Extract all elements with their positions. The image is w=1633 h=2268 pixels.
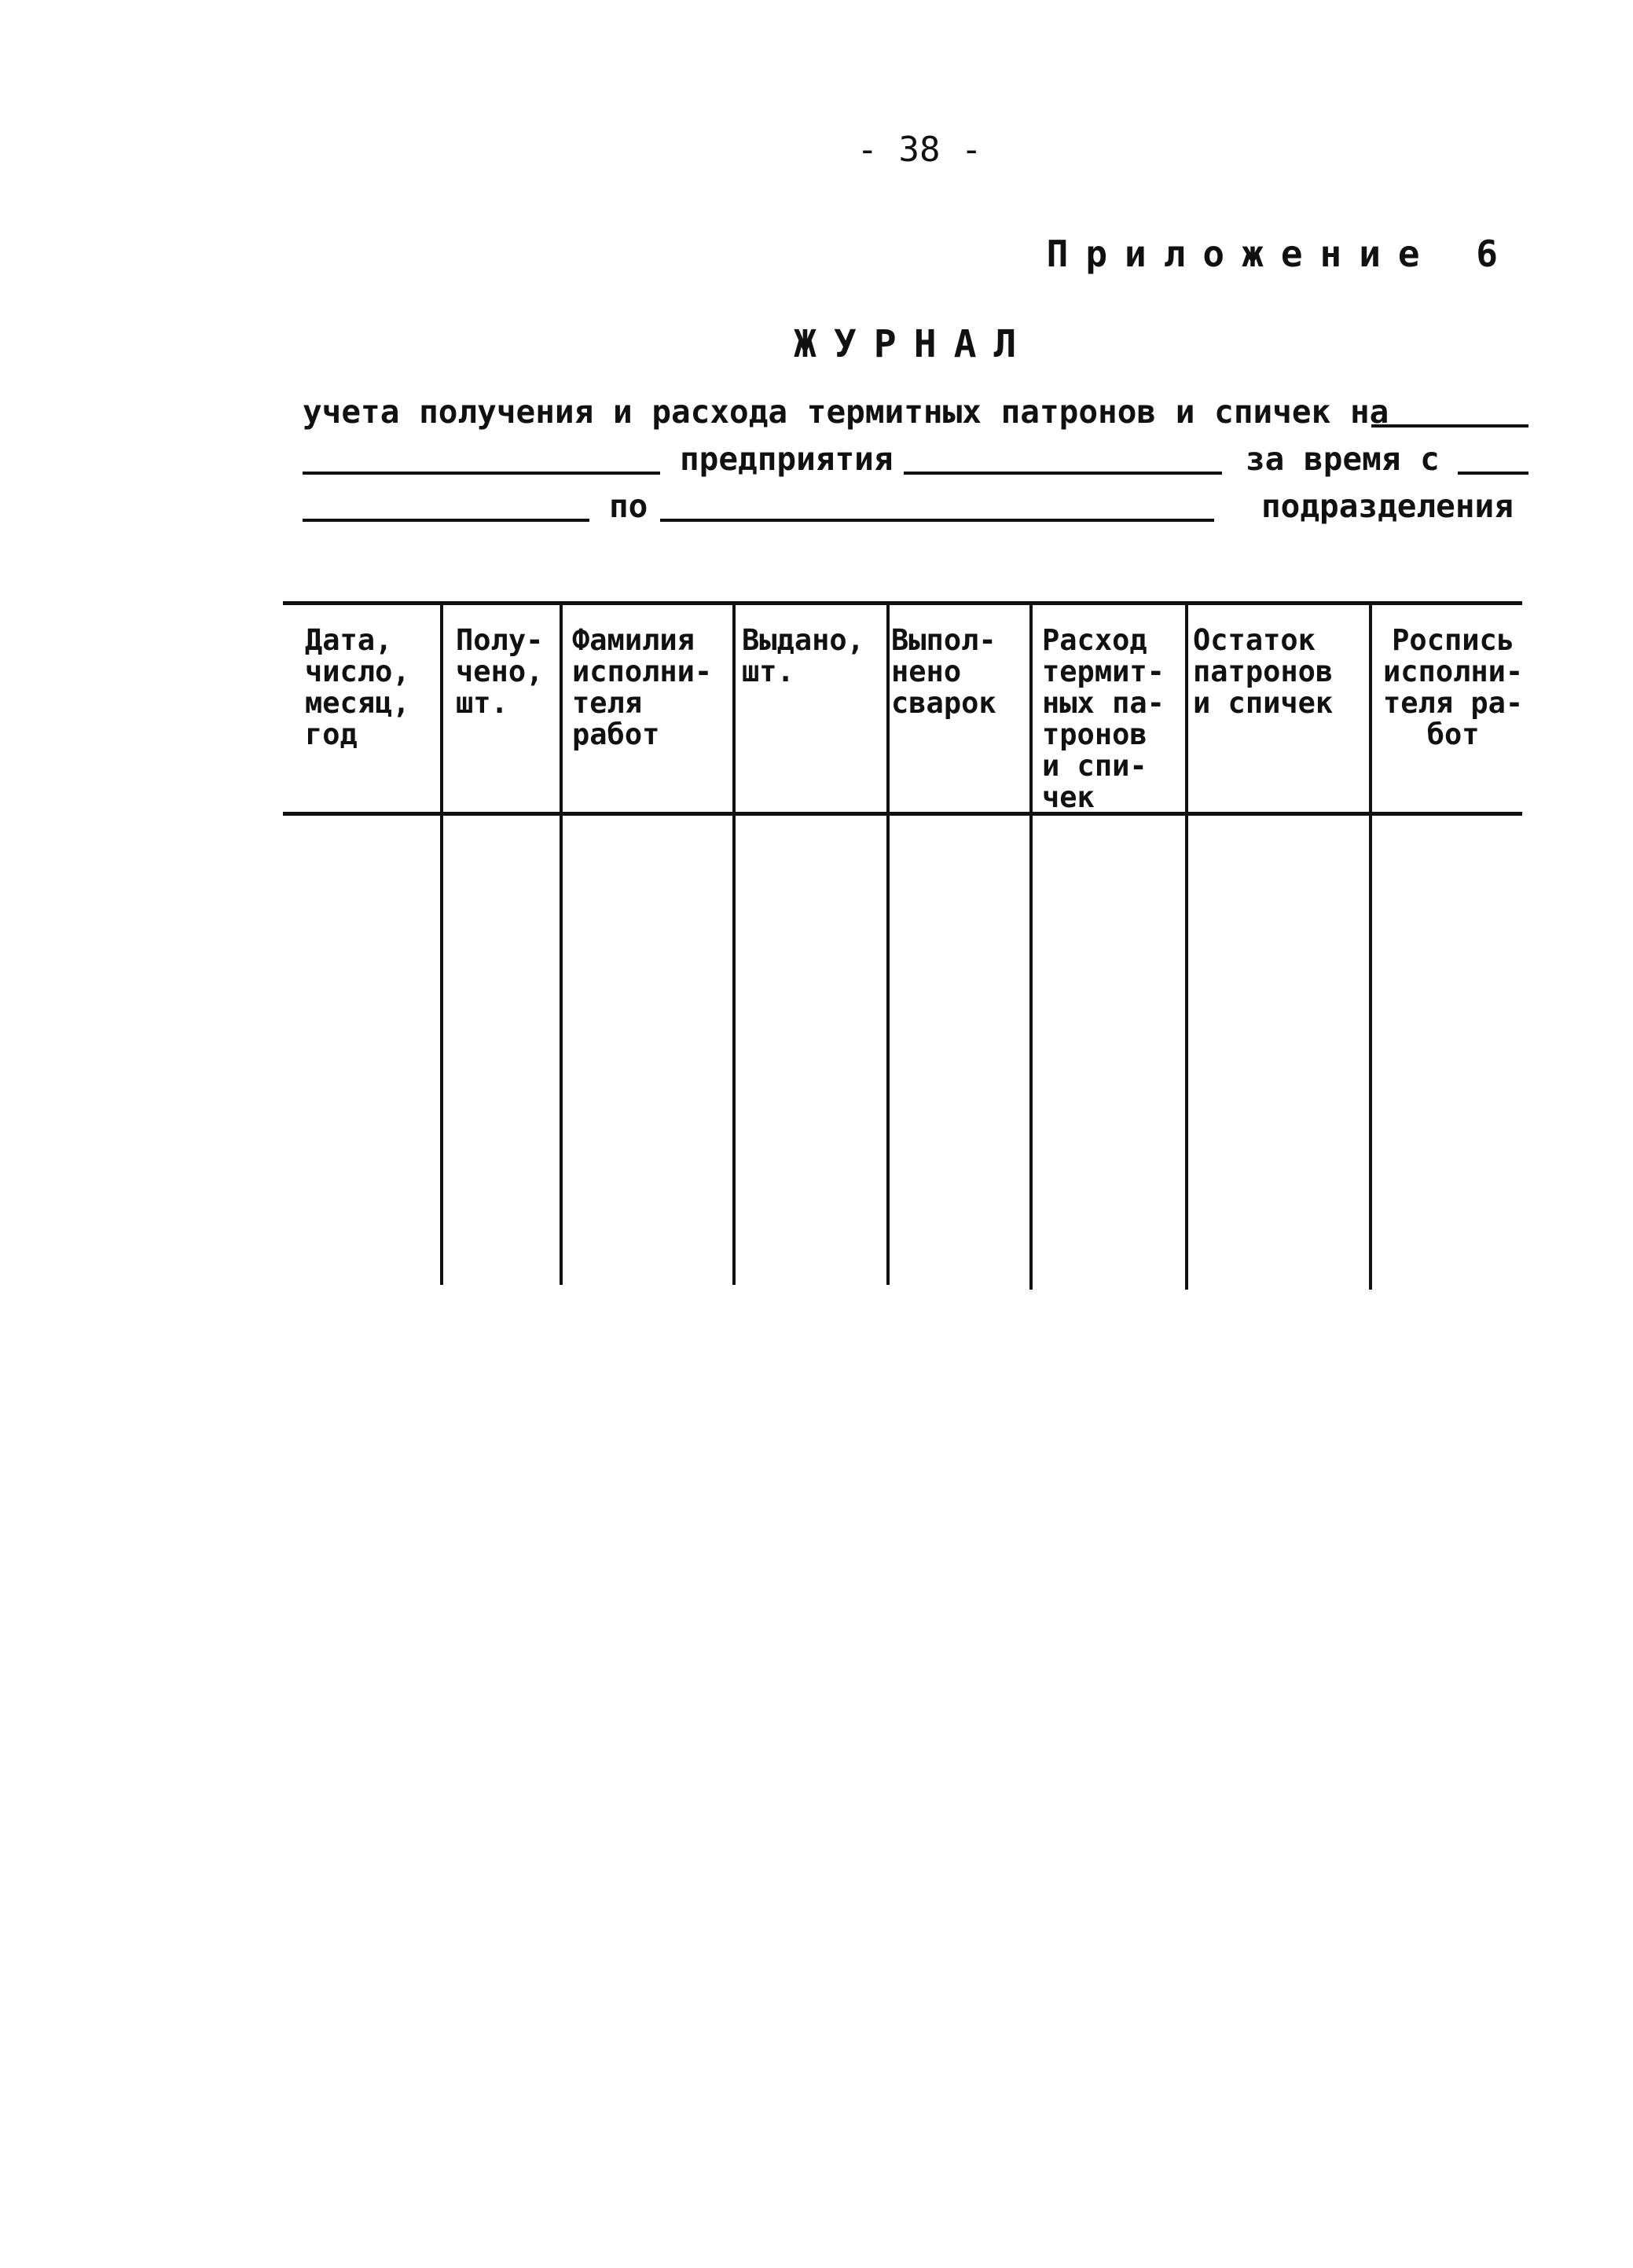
column-divider	[560, 603, 563, 1285]
column-header-date: Дата, число, месяц, год	[305, 623, 410, 751]
column-divider	[886, 603, 890, 1285]
blank-field-period	[904, 472, 1222, 475]
blank-field-date-to	[660, 519, 1214, 522]
blank-field-enterprise-name	[303, 472, 660, 475]
column-divider	[732, 603, 736, 1285]
blank-field-enterprise	[1371, 424, 1528, 428]
period-to-label: по	[609, 487, 648, 525]
column-divider	[440, 603, 443, 1285]
page-number: - 38 -	[857, 130, 982, 170]
column-divider	[1029, 603, 1033, 1290]
column-divider	[1369, 603, 1372, 1290]
table-header-rule	[283, 812, 1522, 816]
column-header-welds-done: Выпол- нено сварок	[891, 623, 996, 720]
subtitle-line-1: учета получения и расхода термитных патронов и спичек на	[303, 393, 1389, 431]
column-header-received: Полу- чено, шт.	[456, 623, 544, 720]
subdivision-label: подразделения	[1261, 487, 1514, 525]
column-header-consumption: Расход термит- ных па- тронов и спи- чек	[1042, 623, 1165, 814]
column-divider	[1185, 603, 1188, 1290]
period-from-label: за время с	[1246, 440, 1440, 478]
enterprise-label: предприятия	[680, 440, 894, 478]
blank-field-date-from	[1458, 472, 1528, 475]
column-header-issued: Выдано, шт.	[742, 623, 864, 688]
column-header-signature: Роспись исполни- теля ра- бот	[1383, 623, 1524, 751]
table-top-rule	[283, 601, 1522, 605]
appendix-label: Приложение 6	[1046, 233, 1515, 275]
column-header-executor-name: Фамилия исполни- теля работ	[572, 623, 713, 751]
journal-title: ЖУРНАЛ	[794, 322, 1034, 366]
blank-field-date-from-cont	[303, 519, 589, 522]
column-header-remainder: Остаток патронов и спичек	[1193, 623, 1334, 720]
